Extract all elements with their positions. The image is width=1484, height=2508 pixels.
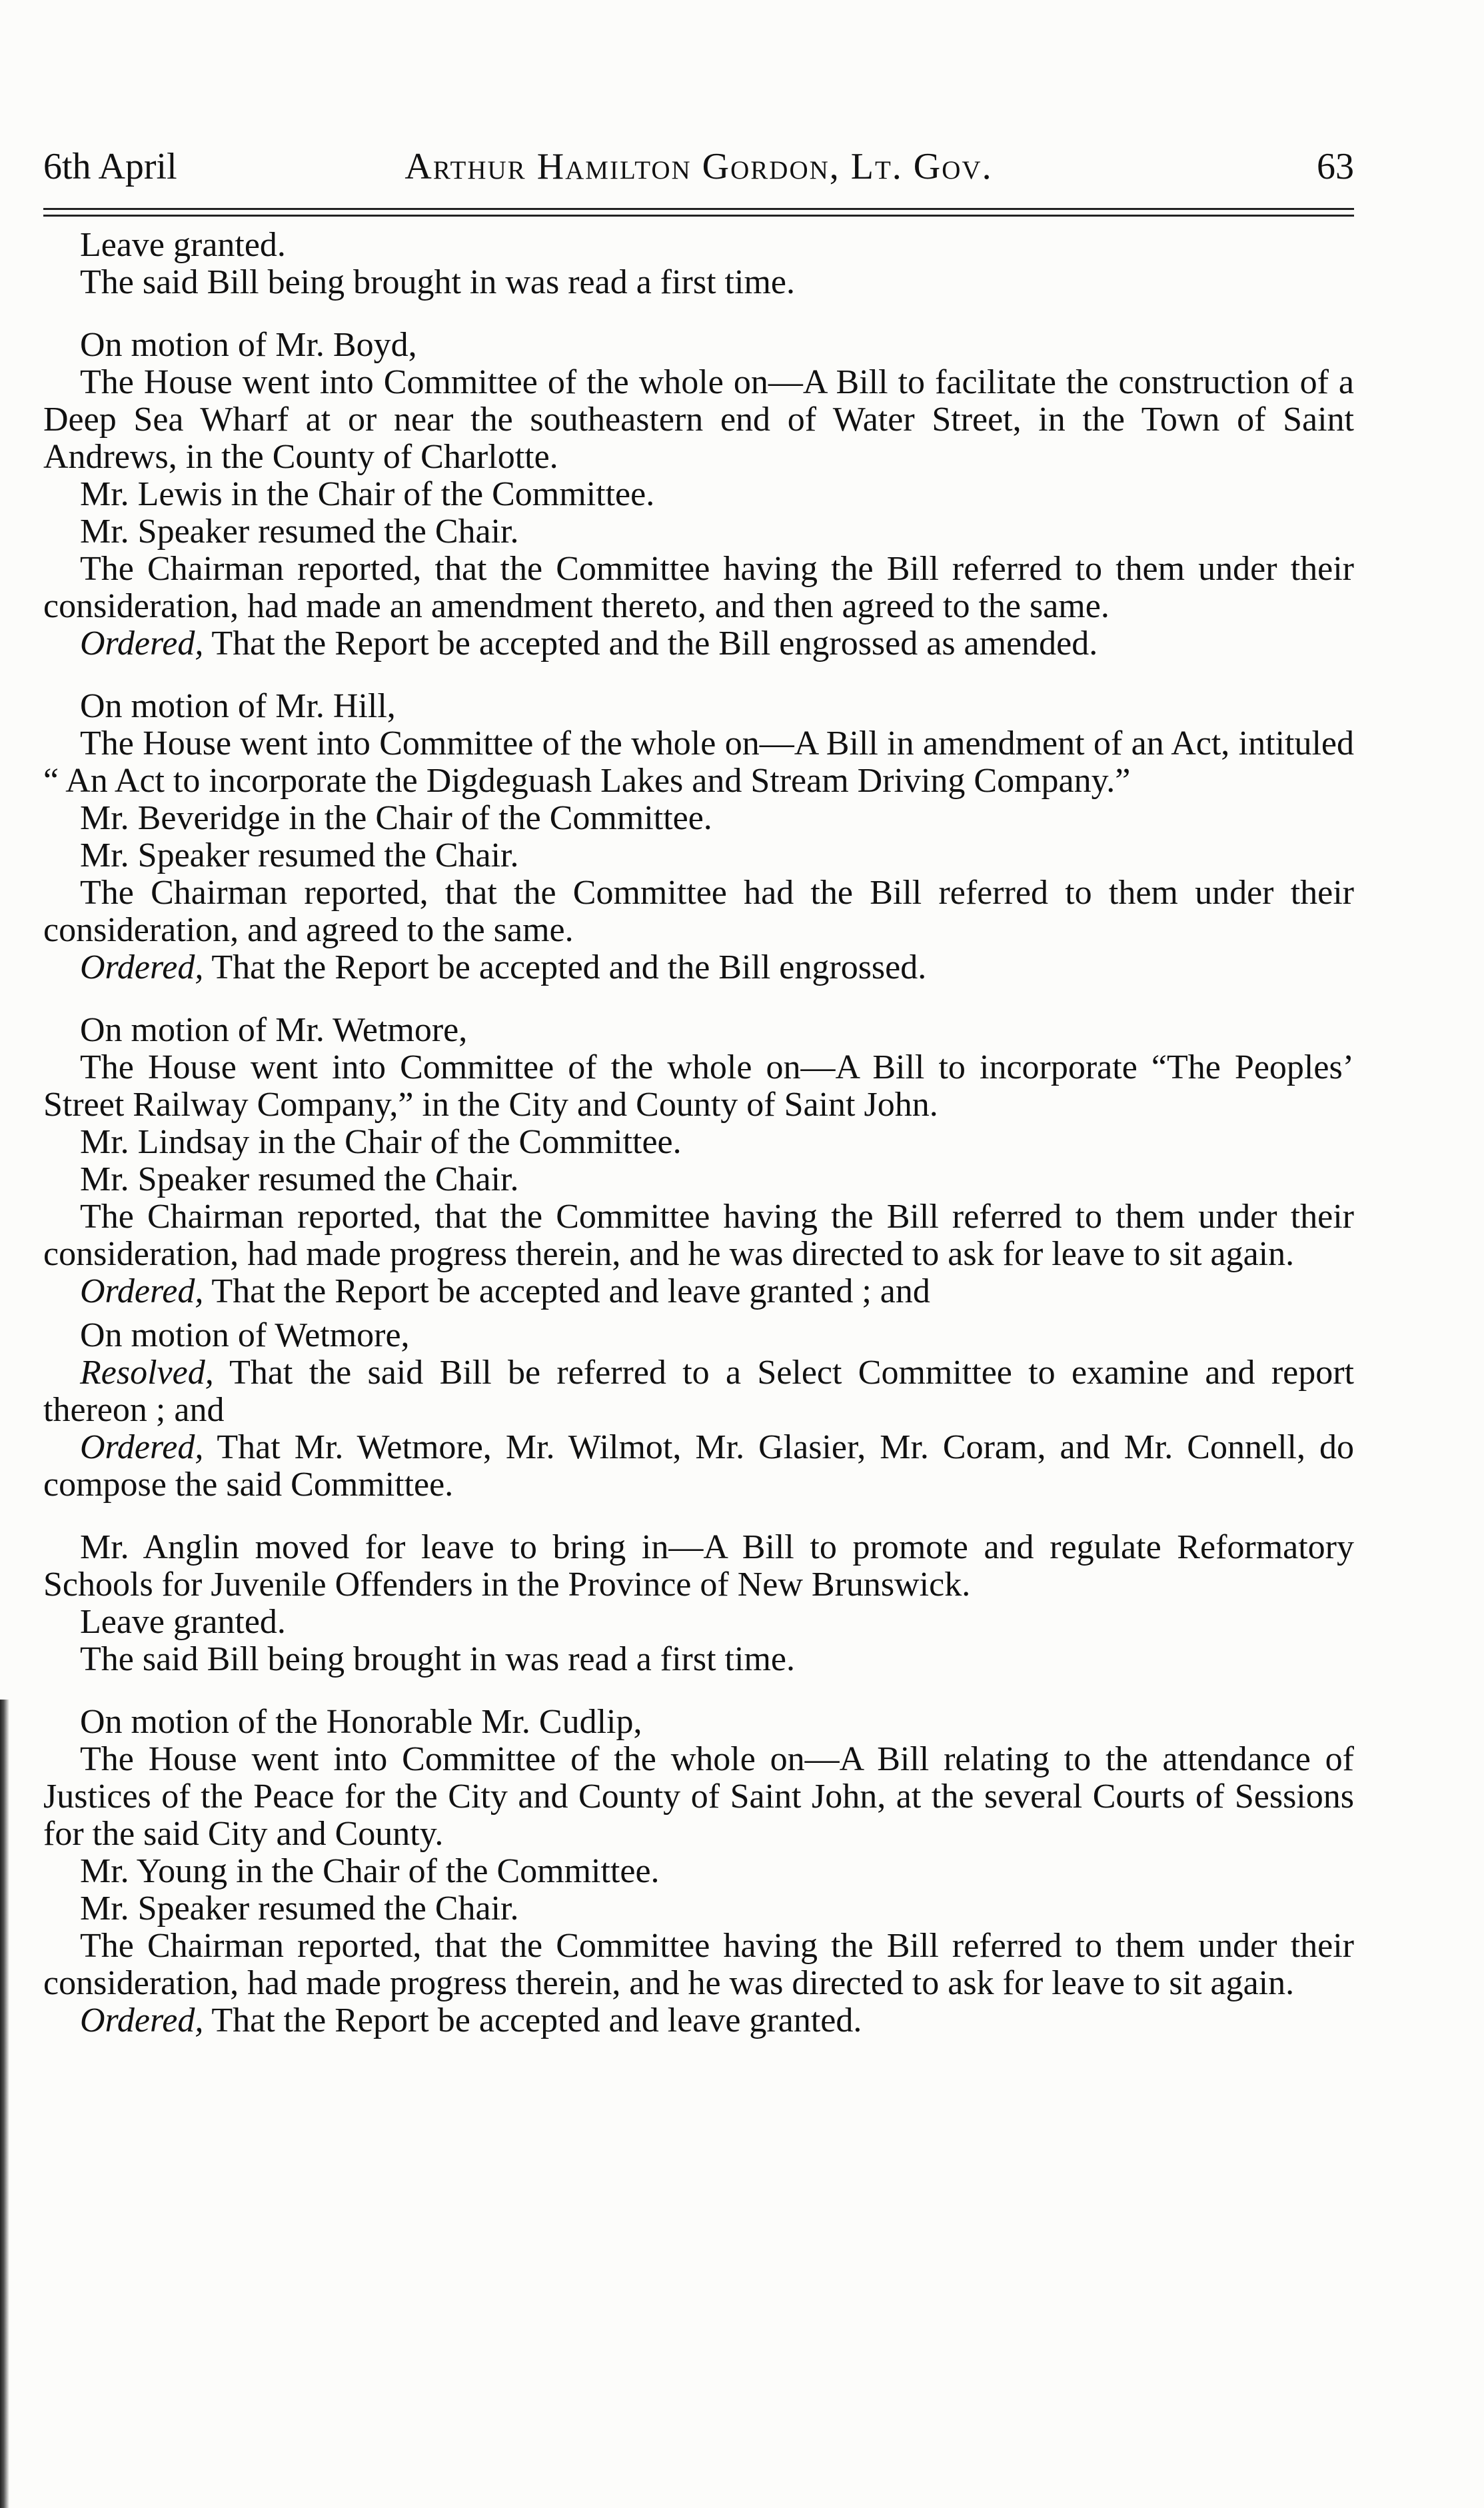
journal-text [43, 227, 1354, 2039]
paragraph: The said Bill being brought in was read a first time. [80, 1640, 795, 1678]
paragraph: Ordered, That the Report be accepted and leave granted ; and [80, 1272, 930, 1310]
paragraph: The House went into Committee of the whole on—A Bill to incorporate “The Peoples’ Street Railway Company,” in the City and County of Saint John. [43, 1048, 1354, 1124]
paragraph: The House went into Committee of the whole on—A Bill relating to the attendance of Justices of the Peace for the City and County of Saint John, at the several Courts of Sessions for the said City and County. [43, 1740, 1354, 1853]
paragraph: On motion of the Honorable Mr. Cudlip, [80, 1703, 642, 1741]
paragraph: Leave granted. [80, 1603, 286, 1641]
paragraph: Mr. Lewis in the Chair of the Committee. [80, 475, 655, 513]
paragraph: The Chairman reported, that the Committee having the Bill referred to them under their consideration, had made progress therein, and he was directed to ask for leave to sit again. [43, 1198, 1354, 1273]
paragraph: Mr. Beveridge in the Chair of the Committee. [80, 799, 712, 837]
paragraph: Mr. Lindsay in the Chair of the Committee. [80, 1123, 682, 1161]
header-title: Arthur Hamilton Gordon, Lt. Gov. [404, 146, 993, 187]
paragraph: On motion of Mr. Boyd, [80, 326, 417, 364]
paragraph: Mr. Speaker resumed the Chair. [80, 1160, 519, 1198]
paragraph: Mr. Speaker resumed the Chair. [80, 513, 519, 551]
paragraph: Ordered, That the Report be accepted and the Bill engrossed. [80, 948, 927, 986]
paragraph: The Chairman reported, that the Committee having the Bill referred to them under their consideration, had made an amendment thereto, and then agreed to the same. [43, 550, 1354, 625]
paragraph: The Chairman reported, that the Committee had the Bill referred to them under their consideration, and agreed to the same. [43, 874, 1354, 949]
paragraph: Mr. Anglin moved for leave to bring in—A Bill to promote and regulate Reformatory Schools for Juvenile Offenders in the Province of New Brunswick. [43, 1528, 1354, 1604]
paragraph: Mr. Speaker resumed the Chair. [80, 836, 519, 874]
page-edge-shadow [0, 1700, 9, 2508]
running-header [43, 137, 1354, 197]
header-rule-bottom [43, 215, 1354, 217]
paragraph: Ordered, That the Report be accepted and the Bill engrossed as amended. [80, 625, 1098, 662]
paragraph: Leave granted. [80, 226, 286, 264]
paragraph: The House went into Committee of the whole on—A Bill to facilitate the construction of a Deep Sea Wharf at or near the southeastern end of Water Street, in the Town of Saint Andrews, in the County of Charlotte. [43, 363, 1354, 476]
paragraph: The said Bill being brought in was read a first time. [80, 263, 795, 301]
header-rule-top [43, 208, 1354, 210]
paragraph: Ordered, That Mr. Wetmore, Mr. Wilmot, Mr. Glasier, Mr. Coram, and Mr. Connell, do compose the said Committee. [43, 1428, 1354, 1504]
paragraph: The House went into Committee of the whole on—A Bill in amendment of an Act, intituled “ An Act to incorporate the Digdeguash Lakes and Stream Driving Company.” [43, 724, 1354, 800]
paragraph: Ordered, That the Report be accepted and leave granted. [80, 2001, 862, 2039]
paragraph: On motion of Mr. Hill, [80, 687, 396, 725]
paragraph: Mr. Speaker resumed the Chair. [80, 1889, 519, 1927]
paragraph: The Chairman reported, that the Committee having the Bill referred to them under their consideration, had made progress therein, and he was directed to ask for leave to sit again. [43, 1927, 1354, 2002]
paragraph: Mr. Young in the Chair of the Committee. [80, 1852, 660, 1890]
paragraph: On motion of Mr. Wetmore, [80, 1011, 468, 1049]
paragraph: On motion of Wetmore, [80, 1316, 410, 1354]
paragraph: Resolved, That the said Bill be referred to a Select Committee to examine and report thereon ; and [43, 1354, 1354, 1429]
page-number: 63 [1317, 146, 1354, 187]
header-date: 6th April [43, 146, 177, 187]
